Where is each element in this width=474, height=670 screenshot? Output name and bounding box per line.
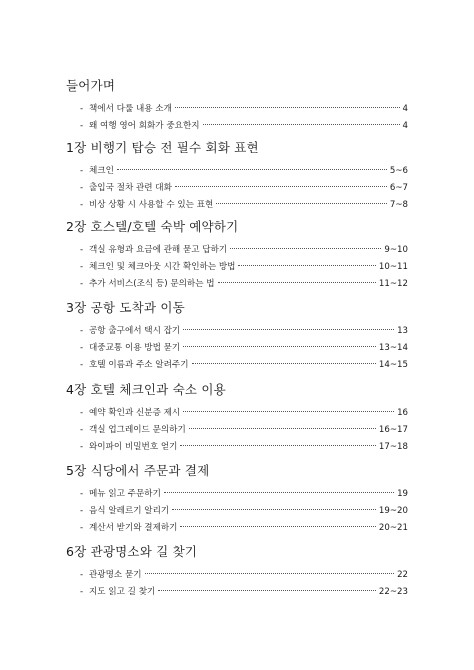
page-number: 16~17 — [378, 425, 408, 435]
bullet: - — [80, 442, 84, 452]
toc-entry — [66, 242, 408, 259]
bullet: - — [80, 326, 84, 336]
page-number: 22 — [397, 570, 408, 580]
entry-label: 음식 알레르기 알리기 — [89, 506, 170, 516]
bullet: - — [80, 425, 84, 435]
page-number: 11~12 — [378, 279, 408, 289]
bullet: - — [80, 121, 84, 131]
bullet: - — [80, 570, 84, 580]
section-title: 2장 호스텔/호텔 숙박 예약하기 — [66, 219, 239, 234]
entry-label: 비상 상황 시 사용할 수 있는 표현 — [89, 200, 214, 210]
page-number: 19 — [397, 489, 408, 499]
dot-leader — [117, 169, 387, 170]
section-title: 4장 호텔 체크인과 숙소 이용 — [66, 382, 226, 397]
dot-leader — [175, 107, 400, 108]
page-number: 22~23 — [378, 587, 408, 597]
entry-label: 객실 유형과 요금에 관해 묻고 답하기 — [89, 245, 228, 255]
dot-leader — [203, 124, 400, 125]
toc-section-chapter-6 — [66, 544, 408, 601]
dot-leader — [183, 329, 394, 330]
toc-section-chapter-2 — [66, 219, 408, 293]
page-number: 9~10 — [384, 245, 408, 255]
page-number: 4 — [402, 121, 408, 131]
toc-section-chapter-5 — [66, 463, 408, 537]
toc-section-chapter-1 — [66, 140, 408, 214]
toc-entry — [66, 357, 408, 374]
toc-section-chapter-4 — [66, 382, 408, 456]
dot-leader — [238, 265, 375, 266]
dot-leader — [164, 492, 394, 493]
dot-leader — [216, 203, 387, 204]
entry-label: 메뉴 읽고 주문하기 — [89, 489, 161, 499]
bullet: - — [80, 183, 84, 193]
entry-label: 출입국 절차 관련 대화 — [89, 183, 172, 193]
entry-label: 예약 확인과 신분증 제시 — [89, 408, 181, 418]
page-number: 13 — [397, 326, 408, 336]
bullet: - — [80, 408, 84, 418]
page-number: 20~21 — [378, 523, 408, 533]
dot-leader — [183, 411, 394, 412]
entry-label: 와이파이 비밀번호 얻기 — [89, 442, 178, 452]
dot-leader — [218, 282, 376, 283]
toc-entry — [66, 118, 408, 135]
page-number: 16 — [397, 408, 408, 418]
page-number: 10~11 — [378, 262, 408, 272]
entry-label: 추가 서비스(조식 등) 문의하는 법 — [89, 279, 215, 289]
bullet: - — [80, 360, 84, 370]
page-number: 19~20 — [378, 506, 408, 516]
toc-entry — [66, 340, 408, 357]
bullet: - — [80, 523, 84, 533]
dot-leader — [158, 590, 376, 591]
page-number: 5~6 — [389, 166, 408, 176]
toc-entry — [66, 422, 408, 439]
toc-entry — [66, 567, 408, 584]
toc-entry — [66, 180, 408, 197]
entry-label: 호텔 이름과 주소 알려주기 — [89, 360, 189, 370]
dot-leader — [175, 186, 387, 187]
page-number: 4 — [402, 104, 408, 114]
dot-leader — [180, 526, 375, 527]
bullet: - — [80, 166, 84, 176]
page-number: 14~15 — [378, 360, 408, 370]
entry-label: 객실 업그레이드 문의하기 — [89, 425, 186, 435]
entry-label: 계산서 받기와 결제하기 — [89, 523, 178, 533]
entry-label: 책에서 다룰 내용 소개 — [89, 104, 172, 114]
dot-leader — [180, 445, 375, 446]
dot-leader — [192, 363, 376, 364]
section-title: 6장 관광명소와 길 찾기 — [66, 544, 198, 559]
toc-entry — [66, 486, 408, 503]
toc-entry — [66, 163, 408, 180]
dot-leader — [145, 573, 395, 574]
toc-entry — [66, 101, 408, 118]
entry-label: 왜 여행 영어 회화가 중요한지 — [89, 121, 200, 131]
entry-label: 관광명소 묻기 — [89, 570, 142, 580]
toc-entry — [66, 197, 408, 214]
bullet: - — [80, 279, 84, 289]
section-title: 들어가며 — [66, 78, 116, 93]
page-number: 13~14 — [378, 343, 408, 353]
toc-entry — [66, 439, 408, 456]
section-title: 3장 공항 도착과 이동 — [66, 300, 185, 315]
bullet: - — [80, 343, 84, 353]
bullet: - — [80, 104, 84, 114]
toc-entry — [66, 503, 408, 520]
bullet: - — [80, 587, 84, 597]
toc-entry — [66, 276, 408, 293]
toc-entry — [66, 520, 408, 537]
section-title: 5장 식당에서 주문과 결제 — [66, 463, 210, 478]
bullet: - — [80, 262, 84, 272]
toc-section-chapter-3 — [66, 300, 408, 374]
toc-entry — [66, 323, 408, 340]
entry-label: 체크인 및 체크아웃 시간 확인하는 방법 — [89, 262, 236, 272]
entry-label: 대중교통 이용 방법 묻기 — [89, 343, 181, 353]
entry-label: 지도 읽고 길 찾기 — [89, 587, 156, 597]
section-title: 1장 비행기 탑승 전 필수 회화 표현 — [66, 140, 259, 155]
bullet: - — [80, 200, 84, 210]
page-number: 6~7 — [389, 183, 408, 193]
bullet: - — [80, 506, 84, 516]
dot-leader — [189, 428, 376, 429]
toc-entry — [66, 405, 408, 422]
toc-section-intro — [66, 78, 408, 135]
page-number: 17~18 — [378, 442, 408, 452]
dot-leader — [172, 509, 376, 510]
entry-label: 공항 출구에서 택시 잡기 — [89, 326, 181, 336]
bullet: - — [80, 489, 84, 499]
dot-leader — [230, 248, 381, 249]
page-number: 7~8 — [389, 200, 408, 210]
dot-leader — [183, 346, 376, 347]
toc-entry — [66, 259, 408, 276]
entry-label: 체크인 — [89, 166, 114, 176]
toc-entry — [66, 584, 408, 601]
bullet: - — [80, 245, 84, 255]
